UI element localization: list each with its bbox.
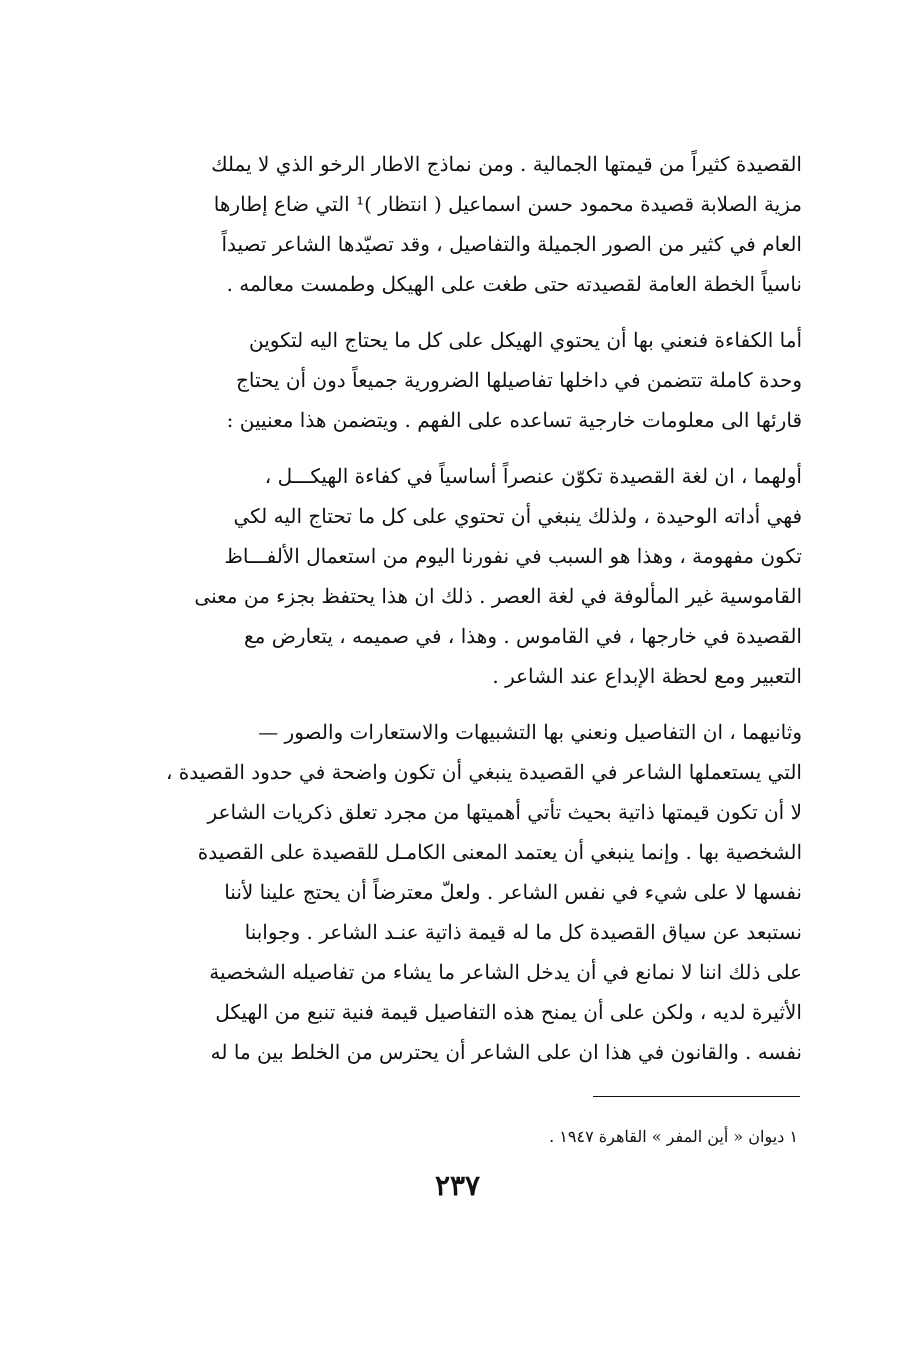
paragraph-line: نستبعد عن سياق القصيدة كل ما له قيمة ذاتية عنـد الشاعر . وجوابنا: [244, 920, 802, 944]
paragraph-line: التعبير ومع لحظة الإبداع عند الشاعر .: [492, 664, 802, 688]
paragraph-line: وثانيهما ، ان التفاصيل ونعني بها التشبيهات والاستعارات والصور —: [258, 720, 802, 744]
paragraph-line: الشخصية بها . وإنما ينبغي أن يعتمد المعنى الكامـل للقصيدة على القصيدة: [197, 840, 802, 864]
paragraph-4: [142, 712, 802, 1072]
footnote: ١ ديوان « أين المفر » القاهرة ١٩٤٧ .: [549, 1127, 798, 1146]
paragraph-line: فهي أداته الوحيدة ، ولذلك ينبغي أن تحتوي على كل ما تحتاج اليه لكي: [233, 504, 802, 528]
paragraph-line: على ذلك اننا لا نمانع في أن يدخل الشاعر ما يشاء من تفاصيله الشخصية: [209, 960, 802, 984]
paragraph-2: [142, 320, 802, 440]
paragraph-line: لا أن تكون قيمتها ذاتية بحيث تأتي أهميتها من مجرد تعلق ذكريات الشاعر: [207, 800, 802, 824]
page-number: ٢٣٧: [434, 1169, 481, 1202]
paragraph-line: نفسها لا على شيء في نفس الشاعر . ولعلّ معترضاً أن يحتج علينا لأننا: [224, 880, 802, 904]
paragraph-line: نفسه . والقانون في هذا ان على الشاعر أن يحترس من الخلط بين ما له: [210, 1040, 802, 1064]
paragraph-line: القصيدة كثيراً من قيمتها الجمالية . ومن نماذج الاطار الرخو الذي لا يملك: [211, 152, 802, 176]
paragraph-line: الأثيرة لديه ، ولكن على أن يمنح هذه التفاصيل قيمة فنية تنبع من الهيكل: [215, 1000, 802, 1024]
paragraph-line: تكون مفهومة ، وهذا هو السبب في نفورنا اليوم من استعمال الألفـــاظ: [224, 544, 802, 568]
paragraph-line: وحدة كاملة تتضمن في داخلها تفاصيلها الضرورية جميعاً دون أن يحتاج: [235, 368, 802, 392]
paragraph-3: [142, 456, 802, 696]
paragraph-line: مزية الصلابة قصيدة محمود حسن اسماعيل ( انتظار )¹ التي ضاع إطارها: [213, 192, 802, 216]
paragraph-line: أما الكفاءة فنعني بها أن يحتوي الهيكل على كل ما يحتاج اليه لتكوين: [248, 328, 802, 352]
paragraph-line: التي يستعملها الشاعر في القصيدة ينبغي أن تكون واضحة في حدود القصيدة ،: [165, 760, 802, 784]
paragraph-line: أولهما ، ان لغة القصيدة تكوّن عنصراً أساسياً في كفاءة الهيكـــل ،: [264, 464, 802, 488]
paragraph-line: قارئها الى معلومات خارجية تساعده على الفهم . ويتضمن هذا معنيين :: [226, 408, 802, 432]
paragraph-line: العام في كثير من الصور الجميلة والتفاصيل ، وقد تصيّدها الشاعر تصيداً: [221, 232, 802, 256]
paragraph-line: القصيدة في خارجها ، في القاموس . وهذا ، في صميمه ، يتعارض مع: [244, 624, 802, 648]
paragraph-1: [142, 144, 802, 304]
footnote-divider: [593, 1096, 800, 1097]
paragraph-line: ناسياً الخطة العامة لقصيدته حتى طغت على الهيكل وطمست معالمه .: [226, 272, 802, 296]
paragraph-line: القاموسية غير المألوفة في لغة العصر . ذلك ان هذا يحتفظ بجزء من معنى: [194, 584, 802, 608]
